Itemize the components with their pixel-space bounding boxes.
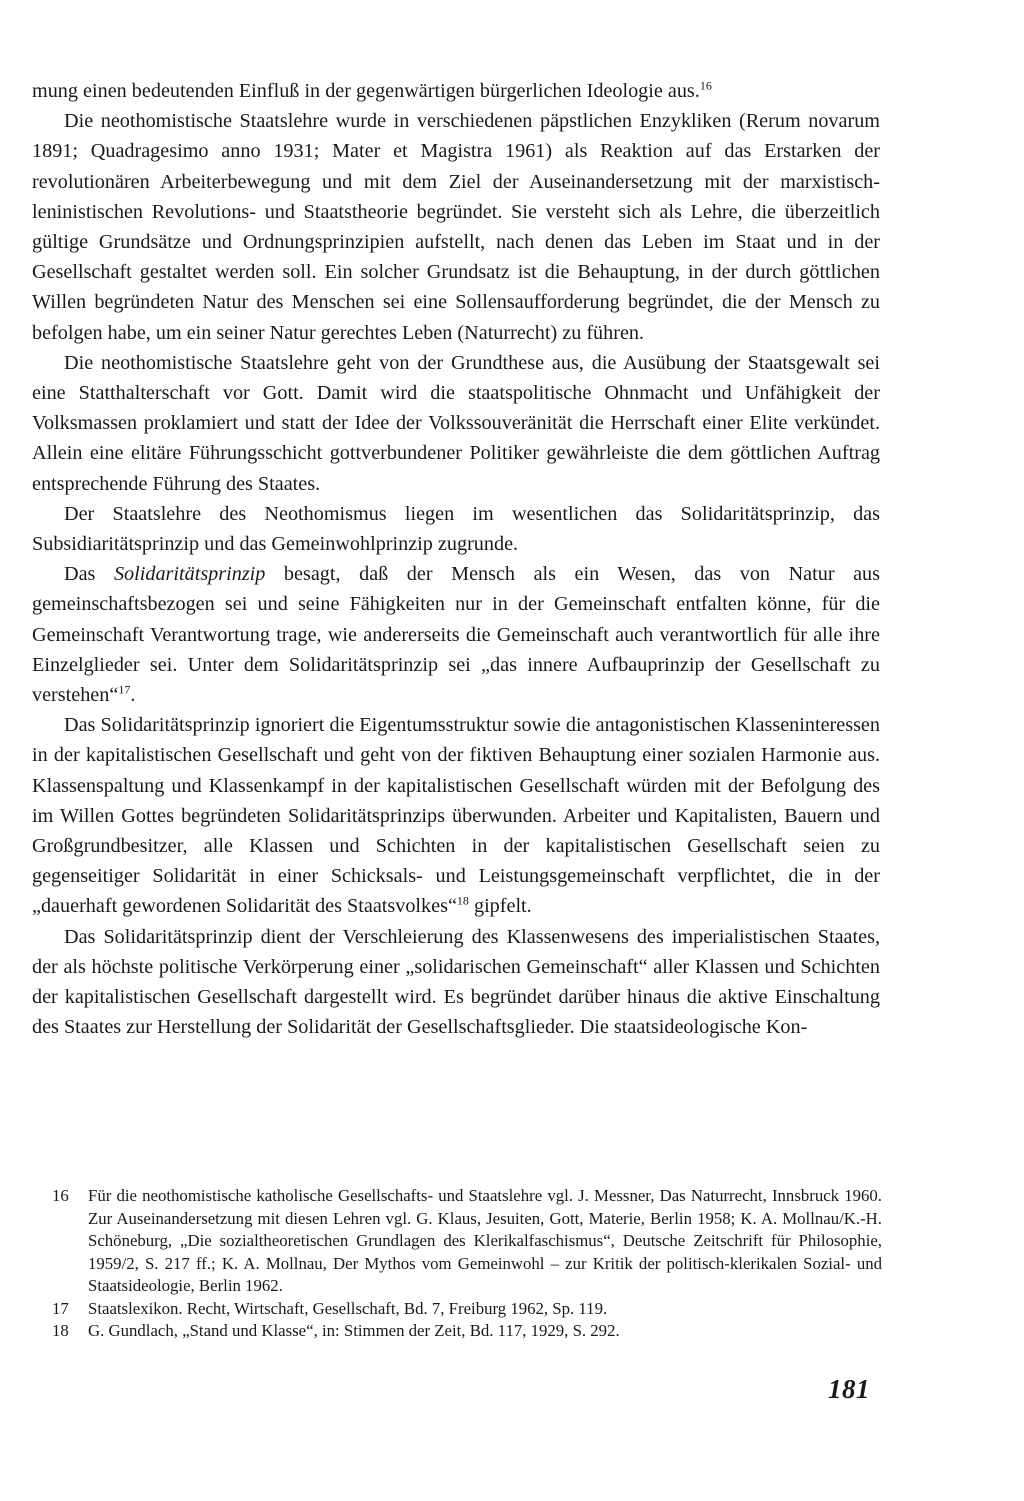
paragraph-2: [32, 106, 880, 348]
paragraph-1: [32, 76, 880, 106]
paragraph-text: besagt, daß der Mensch als ein Wesen, das von Natur aus gemeinschaftsbezogen sei und seine Fähigkeiten nur in der Gemeinschaft entfalten könne, für die Gemeinschaft Verantwortung trage, wie andererseits die Gemeinschaft auch verantwortlich für alle ihre Einzelglieder sei. Unter dem Solidaritätsprinzip sei „das innere Aufbauprinzip der Gesellschaft zu verstehen“: [32, 563, 880, 707]
footnote-number: 18: [52, 1321, 69, 1340]
paragraph-4: [32, 499, 880, 559]
footnote-number: 17: [52, 1298, 69, 1318]
page-body: [32, 76, 880, 1043]
footnote-text: Staatslexikon. Recht, Wirtschaft, Gesellschaft, Bd. 7, Freiburg 1962, Sp. 119.: [88, 1298, 608, 1318]
paragraph-5: [32, 559, 880, 710]
paragraph-text: Der Staatslehre des Neothomismus liegen im wesentlichen das Solidaritätsprinzip, das Subsidiaritätsprinzip und das Gemeinwohlprinzip zugrunde.: [32, 502, 880, 556]
paragraph-text: Das Solidaritätsprinzip dient der Verschleierung des Klassenwesens des imperialistischen Staates, der als höchste politische Verkörperung einer „solidarischen Gemeinschaft“ aller Klassen und Schichten der kapitalistischen Gesellschaft dargestellt wird. Es begründet darüber hinaus die aktive Einschaltung des Staates zur Herstellung der Solidarität der Gesellschaftsglieder. Die staatsideologische Kon-: [32, 925, 880, 1039]
paragraph-tail: gipfelt.: [468, 895, 532, 918]
paragraph-text: Die neothomistische Staatslehre wurde in verschiedenen päpstlichen Enzykliken (Rerum novarum 1891; Quadragesimo anno 1931; Mater et Magistra 1961) als Reaktion auf das Erstarken der revolutionären Arbeiterbewegung und mit dem Ziel der Auseinandersetzung mit der marxistisch-leninistischen Revolutions- und Staatstheorie begründet. Sie versteht sich als Lehre, die überzeitlich gültige Grundsätze und Ordnungsprinzipien aufstellt, nach denen das Leben im Staat und in der Gesellschaft gestaltet werden soll. Ein solcher Grundsatz ist die Behauptung, in der durch göttlichen Willen begründeten Natur des Menschen sei eine Sollensaufforderung begründet, die der Mensch zu befolgen habe, um ein seiner Natur gerechtes Leben (Naturrecht) zu führen.: [32, 110, 880, 344]
body-text: [32, 76, 880, 1043]
footnote-ref-16: 16: [699, 78, 712, 93]
paragraph-text: Das Solidaritätsprinzip ignoriert die Eigentumsstruktur sowie die antagonistischen Klasseninteressen in der kapitalistischen Gesellschaft und geht von der fiktiven Behauptung einer sozialen Harmonie aus. Klassenspaltung und Klassenkampf in der kapitalistischen Gesellschaft würden mit der Befolgung des im Willen Gottes begründeten Solidaritätsprinzips überwunden. Arbeiter und Kapitalisten, Bauern und Großgrundbesitzer, alle Klassen und Schichten in der kapitalistischen Gesellschaft seien zu gegenseitiger Solidarität in einer Schicksals- und Leistungsgemeinschaft verpflichtet, die in der „dauerhaft gewordenen Solidarität des Staatsvolkes“: [32, 714, 880, 918]
paragraph-text: mung einen bedeutenden Einfluß in der gegenwärtigen bürgerlichen Ideologie aus.: [32, 80, 700, 102]
footnote-text: G. Gundlach, „Stand und Klasse“, in: Stimmen der Zeit, Bd. 117, 1929, S. 292.: [88, 1321, 620, 1340]
paragraph-7: [32, 922, 880, 1043]
footnotes: [52, 1185, 882, 1343]
paragraph-lead: Das: [64, 563, 114, 586]
term-solidaritaetsprinzip: Solidaritätsprinzip: [113, 563, 266, 586]
footnote-number: 16: [52, 1186, 69, 1205]
footnote-ref-17: 17: [118, 682, 131, 697]
footnote-18: [52, 1320, 882, 1343]
footnote-ref-18: 18: [456, 893, 469, 908]
paragraph-text: Die neothomistische Staatslehre geht von der Grundthese aus, die Ausübung der Staatsgewalt sei eine Statthalterschaft vor Gott. Damit wird die staatspolitische Ohnmacht und Unfähigkeit der Volksmassen proklamiert und statt der Idee der Volkssouveränität die Herrschaft einer Elite verkündet. Allein eine elitäre Führungsschicht gottverbundener Politiker gewährleiste die dem göttlichen Auftrag entsprechende Führung des Staates.: [32, 351, 880, 495]
paragraph-6: [32, 710, 880, 921]
paragraph-3: [32, 348, 880, 499]
footnote-text: Für die neothomistische katholische Gesellschafts- und Staatslehre vgl. J. Messner, Das Naturrecht, Innsbruck 1960. Zur Auseinandersetzung mit diesen Lehren vgl. G. Klaus, Jesuiten, Gott, Materie, Berlin 1958; K. A. Mollnau/K.-H. Schöneburg, „Die sozialtheoretischen Grundlagen des Klerikalfaschismus“, Deutsche Zeitschrift für Philosophie, 1959/2, S. 217 ff.; K. A. Mollnau, Der Mythos vom Gemeinwohl – zur Kritik der politisch-klerikalen Sozial- und Staatsideologie, Berlin 1962.: [88, 1186, 882, 1295]
footnote-16: [52, 1185, 882, 1298]
paragraph-tail: .: [130, 684, 136, 707]
page-number: 181: [828, 1374, 870, 1404]
footnote-17: [52, 1298, 882, 1321]
